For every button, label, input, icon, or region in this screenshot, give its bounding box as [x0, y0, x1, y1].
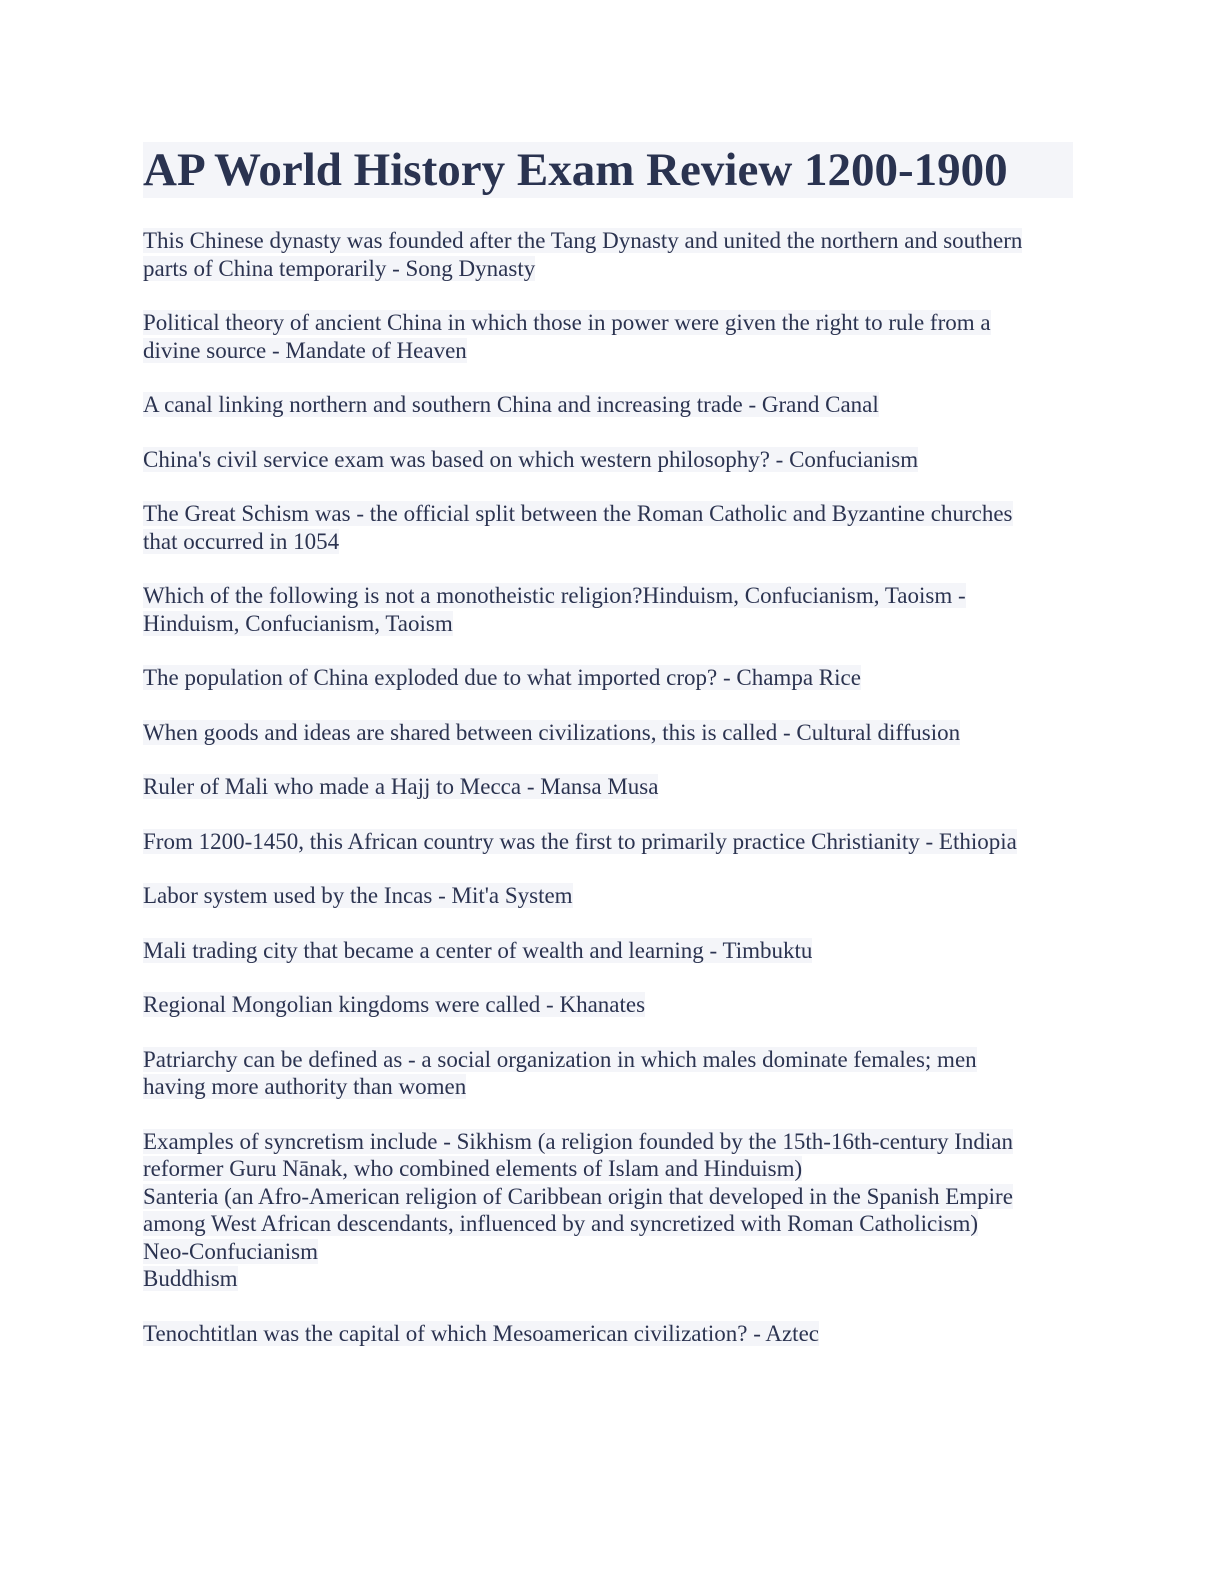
- qa-item: [143, 991, 1073, 1019]
- qa-item: [143, 500, 1073, 555]
- qa-item: [143, 1128, 1073, 1293]
- qa-text: Patriarchy can be defined as - a social organization in which males dominate females; men having more authority than women: [143, 1046, 977, 1099]
- qa-text: From 1200-1450, this African country was the first to primarily practice Christianity - Ethiopia: [143, 828, 1017, 854]
- qa-item: [143, 582, 1073, 637]
- qa-text: Labor system used by the Incas - Mit'a System: [143, 883, 573, 908]
- qa-text: A canal linking northern and southern China and increasing trade - Grand Canal: [143, 392, 879, 417]
- qa-text: The population of China exploded due to what imported crop? - Champa Rice: [143, 665, 861, 690]
- qa-text: Ruler of Mali who made a Hajj to Mecca - Mansa Musa: [143, 774, 659, 799]
- qa-text: Political theory of ancient China in which those in power were given the right to rule from a divine source - Mandate of Heaven: [143, 310, 991, 363]
- qa-item: [143, 664, 1073, 692]
- qa-item: [143, 309, 1073, 364]
- document-page: [143, 142, 1073, 1374]
- document-title: AP World History Exam Review 1200-1900: [143, 142, 1073, 198]
- qa-text: Regional Mongolian kingdoms were called - Khanates: [143, 992, 646, 1017]
- qa-text: This Chinese dynasty was founded after the Tang Dynasty and united the northern and southern parts of China temporarily - Song Dynasty: [143, 228, 1023, 281]
- qa-item: [143, 446, 1073, 474]
- qa-text: The Great Schism was - the official split between the Roman Catholic and Byzantine churches that occurred in 1054: [143, 501, 1013, 554]
- qa-item: [143, 227, 1073, 282]
- qa-item: [143, 1046, 1073, 1101]
- qa-item: [143, 828, 1073, 856]
- qa-item: [143, 937, 1073, 965]
- qa-text: Mali trading city that became a center of wealth and learning - Timbuktu: [143, 937, 813, 963]
- qa-text: Which of the following is not a monotheistic religion?Hinduism, Confucianism, Taoism - Hinduism, Confucianism, Taoism: [143, 583, 966, 636]
- qa-text: When goods and ideas are shared between civilizations, this is called - Cultural diffusion: [143, 719, 961, 745]
- qa-item: [143, 391, 1073, 419]
- qa-text: Examples of syncretism include - Sikhism (a religion founded by the 15th-16th-century Indian reformer Guru Nānak, who combined elements of Islam and Hinduism) Santeria (an Afro-American religion of Caribbean origin that developed in the Spanish Empire among West African descendants, influenced by and syncretized with Roman Catholicism) Neo-Confucianism Buddhism: [143, 1128, 1013, 1291]
- qa-item: [143, 719, 1073, 747]
- qa-text: China's civil service exam was based on which western philosophy? - Confucianism: [143, 446, 919, 472]
- qa-text: Tenochtitlan was the capital of which Mesoamerican civilization? - Aztec: [143, 1320, 819, 1346]
- qa-item: [143, 882, 1073, 910]
- qa-list: [143, 227, 1073, 1347]
- qa-item: [143, 1320, 1073, 1348]
- qa-item: [143, 773, 1073, 801]
